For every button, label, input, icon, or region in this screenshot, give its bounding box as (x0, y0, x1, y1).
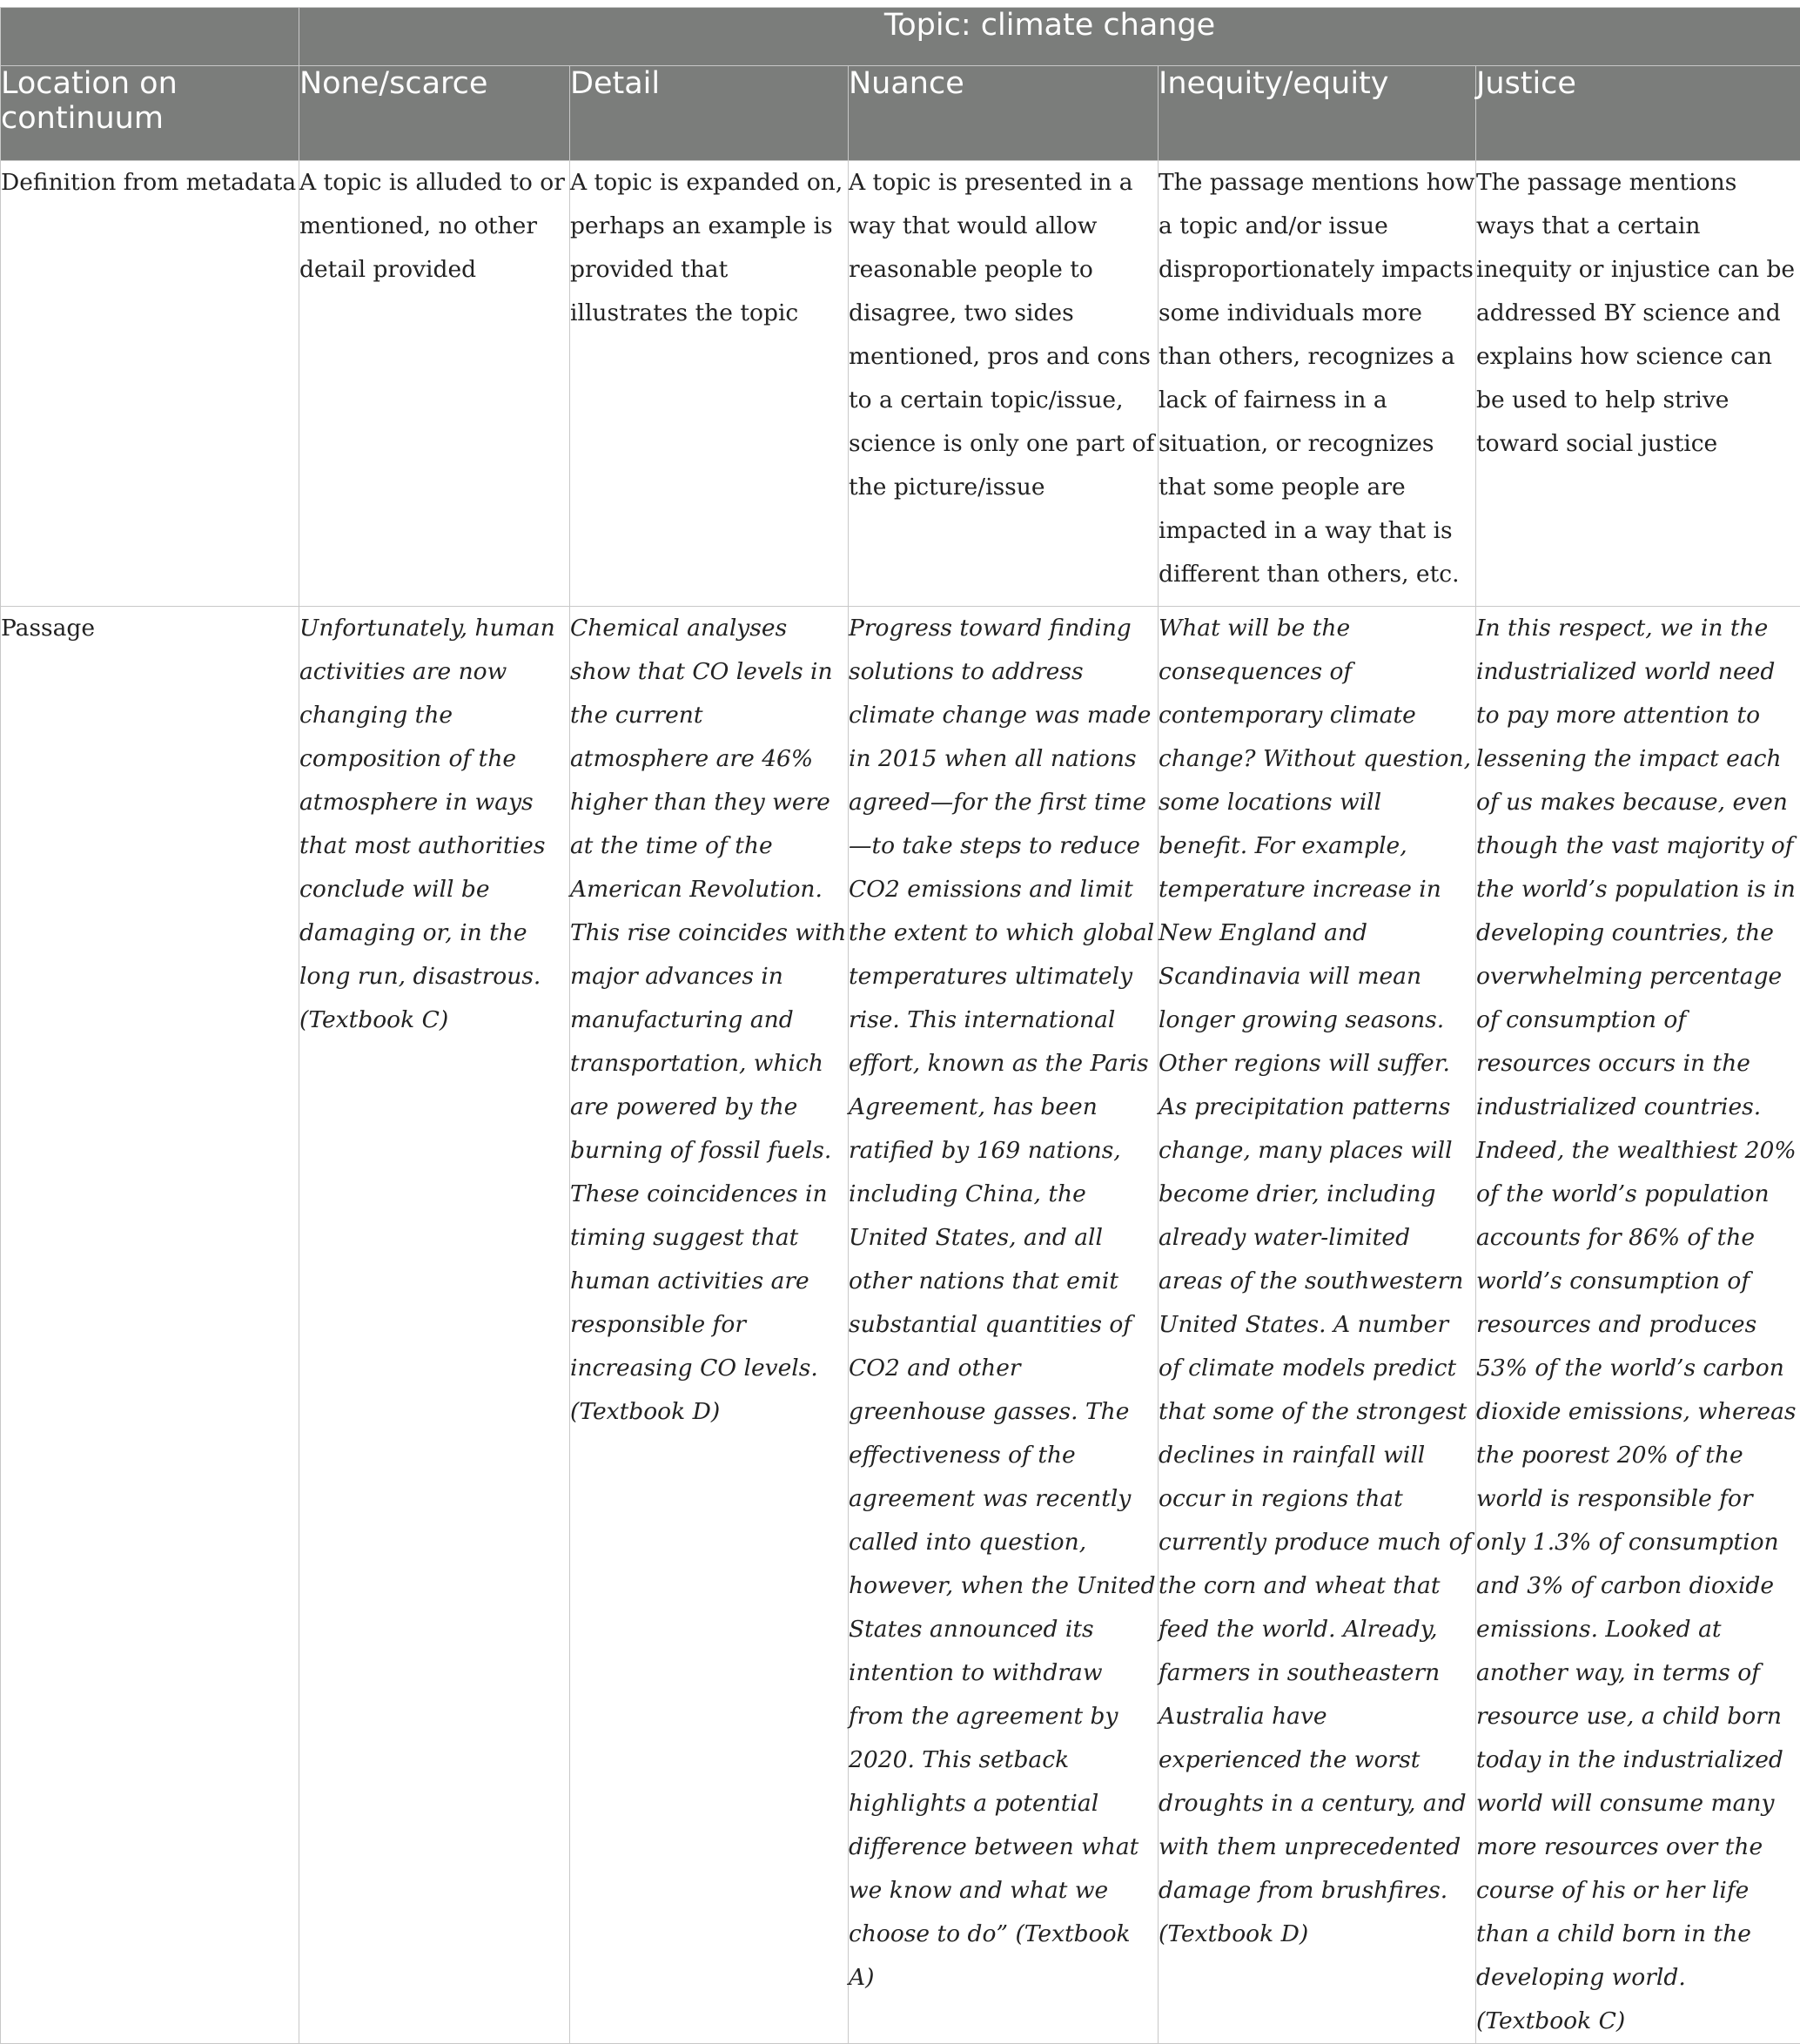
column-header-inequity-equity: Inequity/equity (1159, 66, 1476, 161)
column-header-detail: Detail (570, 66, 849, 161)
topic-header: Topic: climate change (299, 8, 1800, 66)
passage-nuance: Progress toward finding solutions to address climate change was made in 2015 when all nations agreed—for the first time—to take steps to reduce CO2 emissions and limit the extent to which global temperatures ultimately rise. This international effort, known as the Paris Agreement, has been ratified by 169 nations, including China, the United States, and all other nations that emit substantial quantities of CO2 and other greenhouse gasses. The effectiveness of the agreement was recently called into question, however, when the United States announced its intention to withdraw from the agreement by 2020. This setback highlights a potential difference between what we know and what we choose to do” (Textbook A) (849, 607, 1159, 2044)
definition-none-scarce: A topic is alluded to or mentioned, no other detail provided (299, 161, 570, 607)
row-label-passage: Passage (1, 607, 299, 2044)
table-row-definition (1, 161, 1800, 607)
passage-none-scarce: Unfortunately, human activities are now changing the composition of the atmosphere in ways that most authorities conclude will be damaging or, in the long run, disastrous. (Textbook C) (299, 607, 570, 2044)
column-header-location: Location on continuum (1, 66, 299, 161)
row-label-definition: Definition from metadata (1, 161, 299, 607)
header-corner (1, 8, 299, 66)
passage-justice: In this respect, we in the industrialized world need to pay more attention to lessening the impact each of us makes because, even though the vast majority of the world’s population is in developing countries, the overwhelming percentage of consumption of resources occurs in the industrialized countries. Indeed, the wealthiest 20% of the world’s population accounts for 86% of the world’s consumption of resources and produces 53% of the world’s carbon dioxide emissions, whereas the poorest 20% of the world is responsible for only 1.3% of consumption and 3% of carbon dioxide emissions. Looked at another way, in terms of resource use, a child born today in the industrialized world will consume many more resources over the course of his or her life than a child born in the developing world. (Textbook C) (1476, 607, 1800, 2044)
column-header-justice: Justice (1476, 66, 1800, 161)
definition-justice: The passage mentions ways that a certain inequity or injustice can be addressed BY science and explains how science can be used to help strive toward social justice (1476, 161, 1800, 607)
column-header-nuance: Nuance (849, 66, 1159, 161)
passage-detail: Chemical analyses show that CO levels in the current atmosphere are 46% higher than they were at the time of the American Revolution. This rise coincides with major advances in manufacturing and transportation, which are powered by the burning of fossil fuels. These coincidences in timing suggest that human activities are responsible for increasing CO levels. (Textbook D) (570, 607, 849, 2044)
column-header-none-scarce: None/scarce (299, 66, 570, 161)
definition-detail: A topic is expanded on, perhaps an example is provided that illustrates the topic (570, 161, 849, 607)
continuum-table (0, 7, 1800, 2044)
passage-inequity-equity: What will be the consequences of contemporary climate change? Without question, some locations will benefit. For example, temperature increase in New England and Scandinavia will mean longer growing seasons. Other regions will suffer. As precipitation patterns change, many places will become drier, including already water-limited areas of the southwestern United States. A number of climate models predict that some of the strongest declines in rainfall will occur in regions that currently produce much of the corn and wheat that feed the world. Already, farmers in southeastern Australia have experienced the worst droughts in a century, and with them unprecedented damage from brushfires. (Textbook D) (1159, 607, 1476, 2044)
table-row-passage (1, 607, 1800, 2044)
definition-inequity-equity: The passage mentions how a topic and/or issue disproportionately impacts some individuals more than others, recognizes a lack of fairness in a situation, or recognizes that some people are impacted in a way that is different than others, etc. (1159, 161, 1476, 607)
definition-nuance: A topic is presented in a way that would allow reasonable people to disagree, two sides mentioned, pros and cons to a certain topic/issue, science is only one part of the picture/issue (849, 161, 1159, 607)
